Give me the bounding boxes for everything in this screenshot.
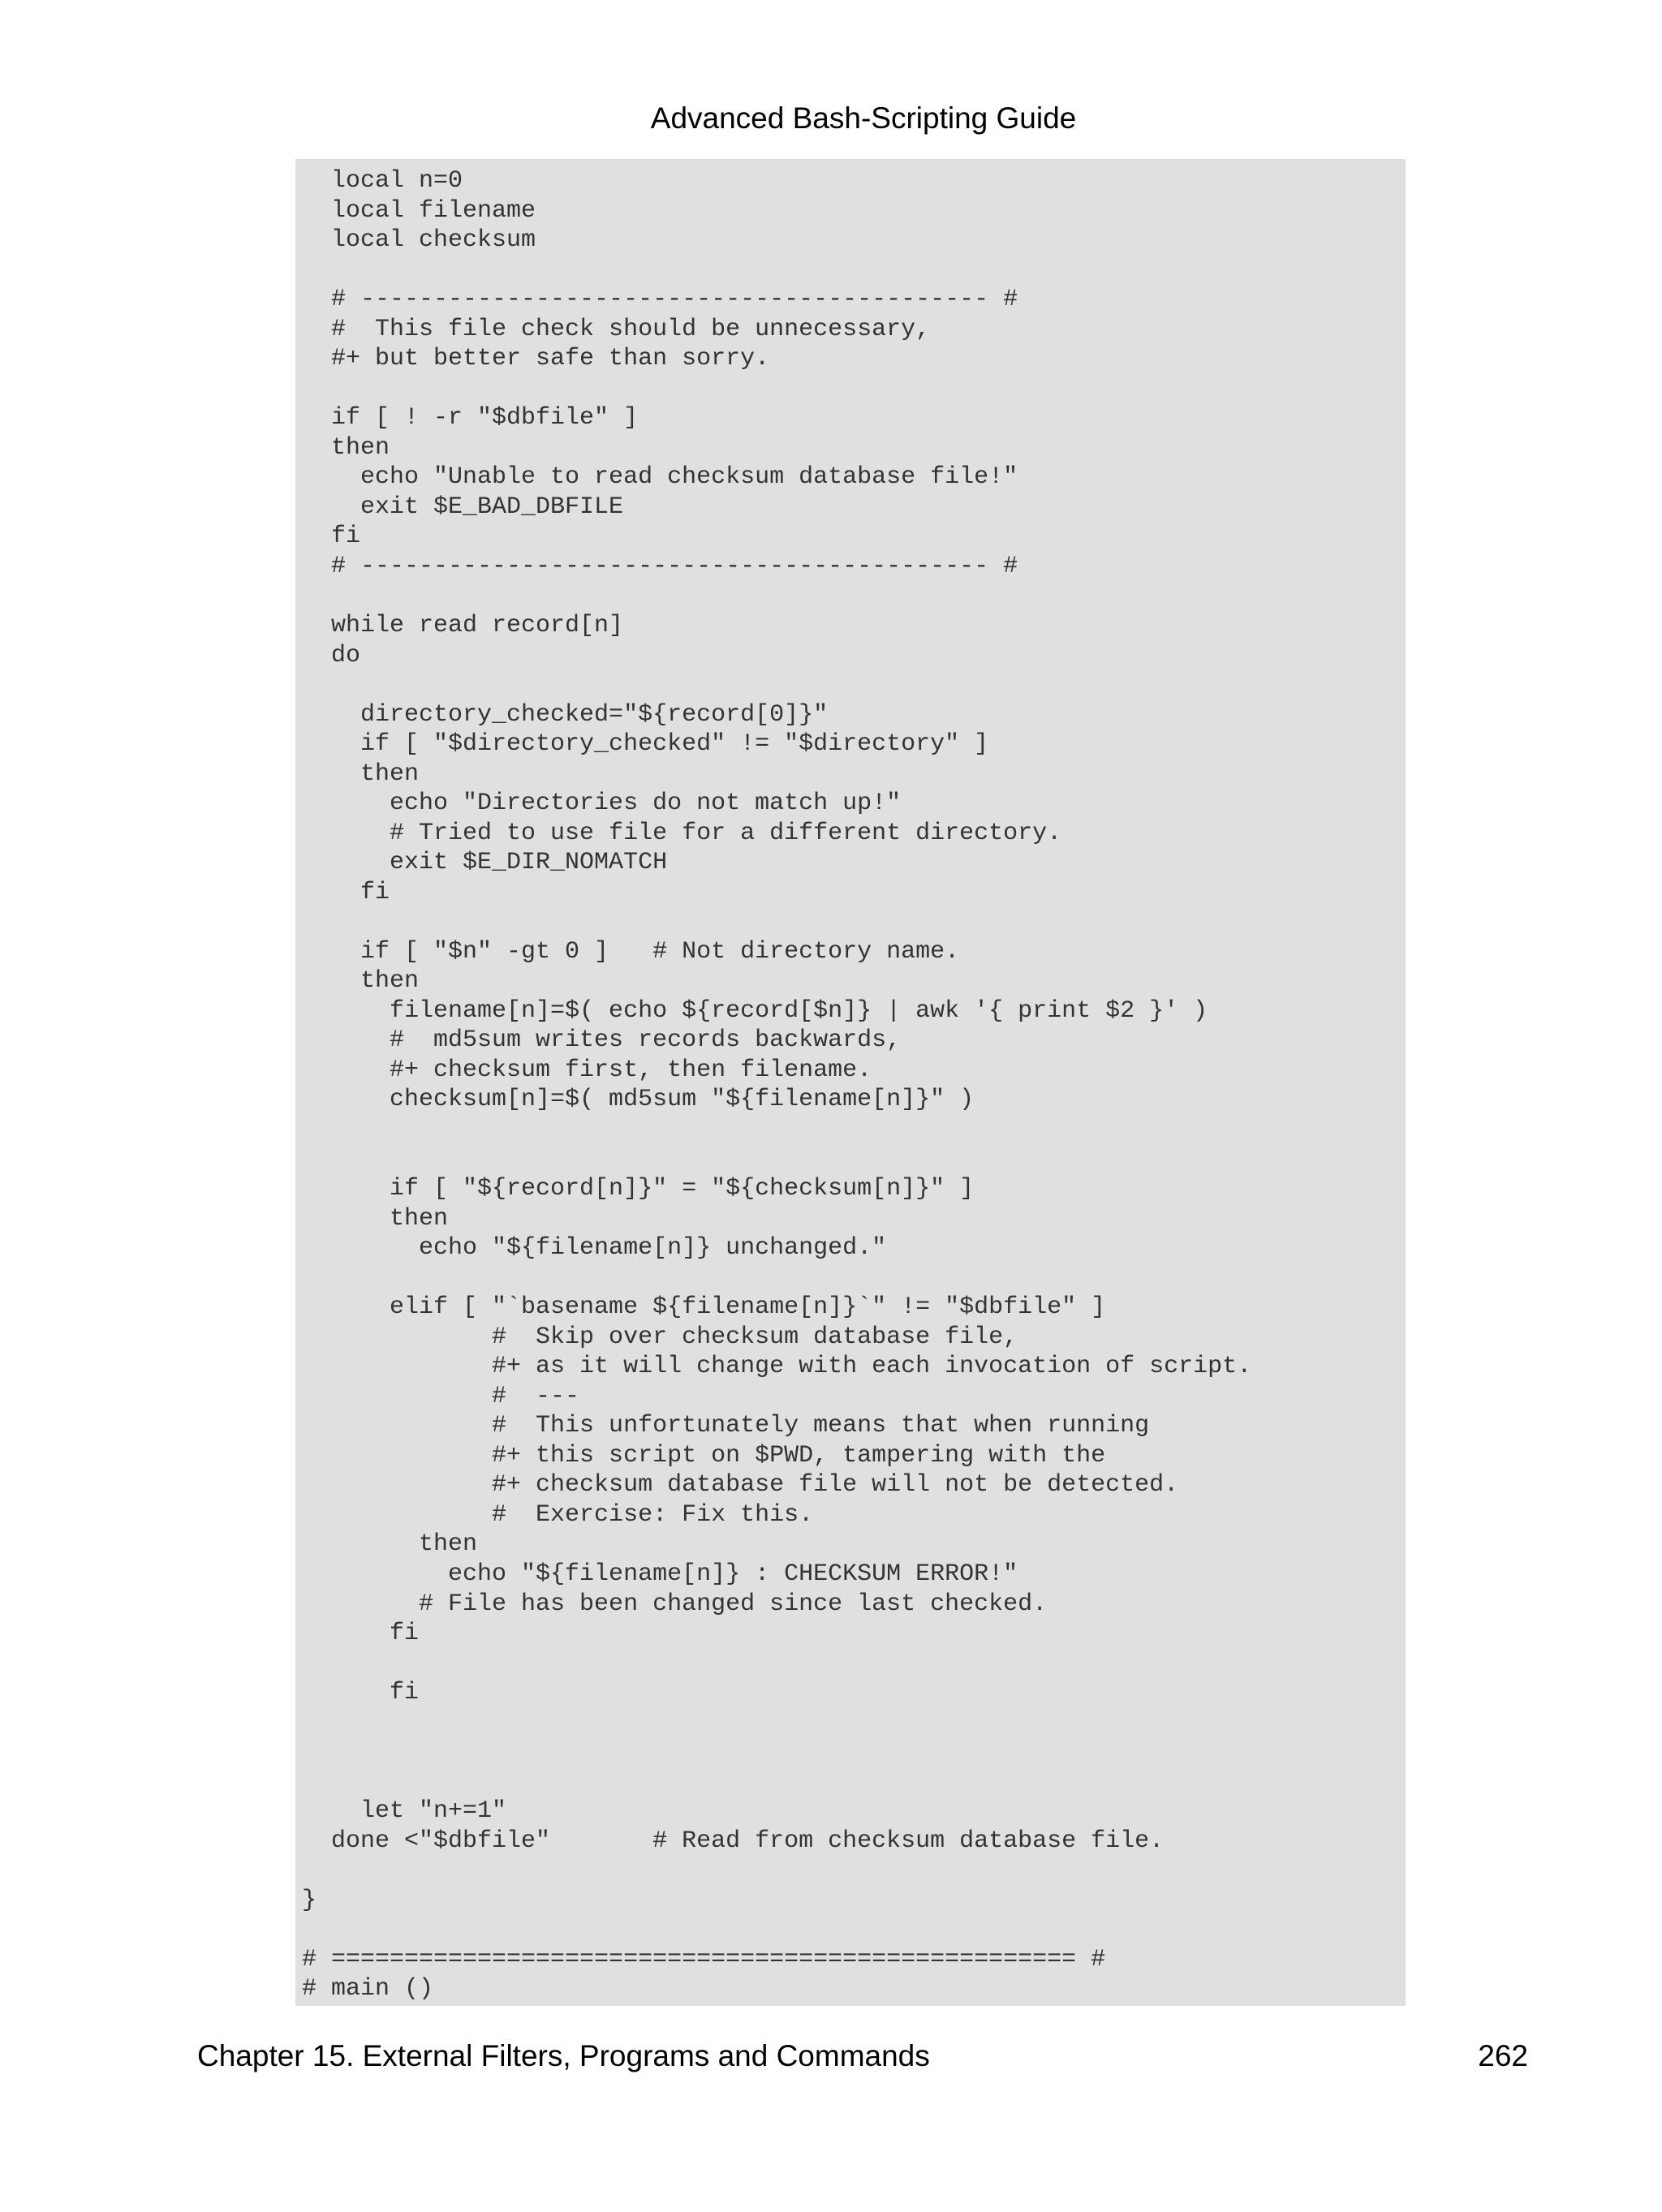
code-line: # This unfortunately means that when running bbox=[302, 1412, 1150, 1440]
code-line: fi bbox=[302, 1620, 420, 1648]
footer-chapter-title: Chapter 15. External Filters, Programs and Commands bbox=[197, 2039, 930, 2072]
code-line: #+ as it will change with each invocation of script. bbox=[302, 1353, 1252, 1381]
code-line: exit $E_BAD_DBFILE bbox=[302, 493, 624, 521]
code-line: local checksum bbox=[302, 226, 536, 255]
code-line: } bbox=[302, 1886, 317, 1914]
code-line bbox=[302, 1649, 1406, 1679]
code-listing bbox=[295, 159, 1406, 2006]
code-line: then bbox=[302, 967, 420, 996]
code-line: #+ this script on $PWD, tampering with the bbox=[302, 1441, 1106, 1470]
code-line bbox=[302, 1263, 1406, 1293]
code-line: # Skip over checksum database file, bbox=[302, 1323, 1018, 1351]
code-line: # This file check should be unnecessary, bbox=[302, 315, 931, 343]
code-line bbox=[302, 670, 1406, 700]
code-line: then bbox=[302, 1204, 449, 1233]
code-line: echo "Directories do not match up!" bbox=[302, 790, 902, 818]
code-line: then bbox=[302, 760, 420, 788]
code-line: # md5sum writes records backwards, bbox=[302, 1026, 902, 1055]
code-line: echo "${filename[n]} : CHECKSUM ERROR!" bbox=[302, 1560, 1018, 1588]
code-line: fi bbox=[302, 523, 361, 551]
code-line: do bbox=[302, 641, 361, 669]
code-line: local n=0 bbox=[302, 167, 463, 195]
code-line: # Exercise: Fix this. bbox=[302, 1500, 814, 1529]
code-line: # File has been changed since last checked. bbox=[302, 1590, 1048, 1618]
code-line: echo "${filename[n]} unchanged." bbox=[302, 1234, 887, 1263]
code-line bbox=[302, 1708, 1406, 1738]
code-lines bbox=[302, 166, 1406, 2004]
code-line: filename[n]=$( echo ${record[$n]} | awk '{ print $2 }' ) bbox=[302, 996, 1208, 1025]
code-line: if [ "$n" -gt 0 ] # Not directory name. bbox=[302, 937, 960, 966]
code-line: checksum[n]=$( md5sum "${filename[n]}" ) bbox=[302, 1086, 975, 1114]
code-line bbox=[302, 1115, 1406, 1145]
code-line: if [ "$directory_checked" != "$directory" ] bbox=[302, 730, 989, 759]
code-line bbox=[302, 1737, 1406, 1767]
code-line: let "n+=1" bbox=[302, 1797, 507, 1826]
code-line: # Tried to use file for a different directory. bbox=[302, 819, 1062, 847]
code-line bbox=[302, 1145, 1406, 1175]
code-line: #+ but better safe than sorry. bbox=[302, 345, 770, 373]
code-line bbox=[302, 1767, 1406, 1797]
code-line bbox=[302, 256, 1406, 286]
code-line: if [ "${record[n]}" = "${checksum[n]}" ] bbox=[302, 1175, 975, 1203]
code-line bbox=[302, 374, 1406, 404]
code-line: #+ checksum database file will not be detected. bbox=[302, 1471, 1179, 1500]
page-header-title: Advanced Bash-Scripting Guide bbox=[650, 101, 1077, 135]
code-line: directory_checked="${record[0]}" bbox=[302, 700, 829, 729]
code-line: while read record[n] bbox=[302, 611, 624, 639]
code-line: #+ checksum first, then filename. bbox=[302, 1056, 872, 1084]
code-line: # --- bbox=[302, 1382, 580, 1410]
code-line: # main () bbox=[302, 1975, 434, 2003]
code-line: if [ ! -r "$dbfile" ] bbox=[302, 404, 639, 433]
footer-page-number: 262 bbox=[1478, 2039, 1528, 2072]
code-line: elif [ "`basename ${filename[n]}`" != "$dbfile" ] bbox=[302, 1293, 1106, 1322]
code-line bbox=[302, 581, 1406, 611]
code-line: # ------------------------------------------- # bbox=[302, 286, 1018, 314]
code-line: then bbox=[302, 433, 390, 462]
code-line bbox=[302, 907, 1406, 937]
code-line: exit $E_DIR_NOMATCH bbox=[302, 849, 668, 877]
code-line: local filename bbox=[302, 196, 536, 225]
code-line bbox=[302, 1915, 1406, 1945]
code-line: # ------------------------------------------- # bbox=[302, 552, 1018, 580]
code-line bbox=[302, 1856, 1406, 1886]
code-line: done <"$dbfile" # Read from checksum database file. bbox=[302, 1827, 1165, 1855]
code-line: then bbox=[302, 1530, 478, 1559]
code-line: fi bbox=[302, 878, 390, 906]
code-line: echo "Unable to read checksum database file!" bbox=[302, 463, 1018, 492]
page-footer bbox=[0, 2037, 1662, 2076]
code-line: # =================================================== # bbox=[302, 1945, 1106, 1973]
code-line: fi bbox=[302, 1679, 420, 1707]
